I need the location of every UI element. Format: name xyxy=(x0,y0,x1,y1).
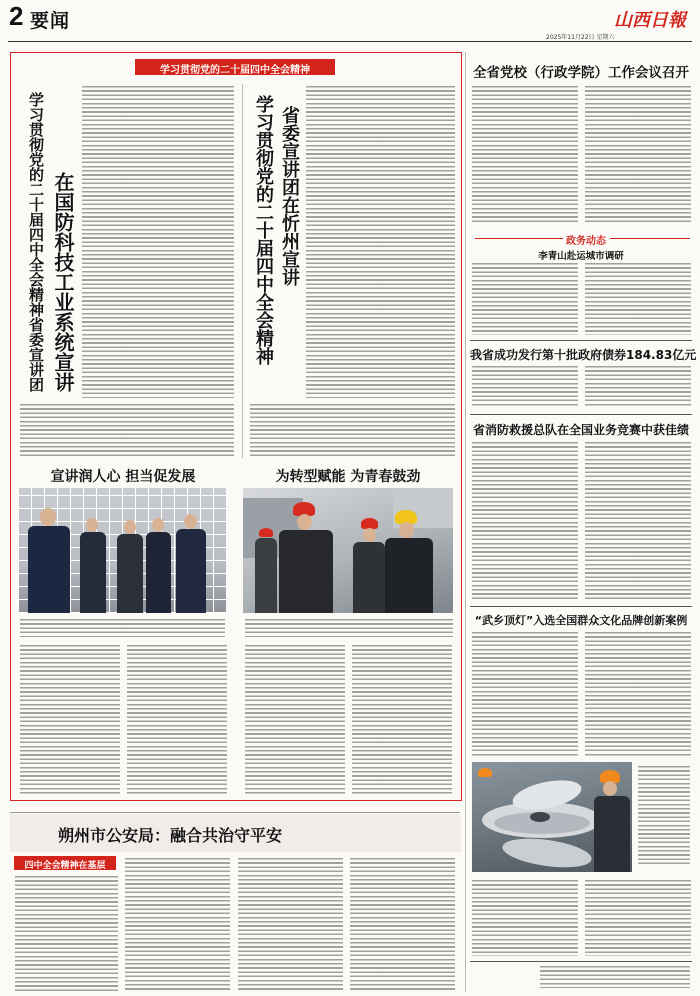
news2-body-col2 xyxy=(585,366,691,408)
article2-photo-caption xyxy=(245,619,453,637)
article1-body-text-lower xyxy=(20,404,234,458)
issue-date: 2025年11月22日 星期六 xyxy=(546,34,615,41)
gov-news-label: 政务动态 xyxy=(566,236,606,247)
right-rule-3 xyxy=(470,606,692,607)
news3-title: 省消防救援总队在全国业务竞赛中获佳绩 xyxy=(472,423,689,437)
bottom-body-col2 xyxy=(125,858,230,992)
news4-photo-caption xyxy=(638,766,690,866)
news4-title: “武乡顶灯”入选全国群众文化品牌创新案例 xyxy=(474,614,688,627)
article2-photo xyxy=(243,488,453,613)
article2-body-text-lower xyxy=(250,404,455,458)
article1-body-col2 xyxy=(127,645,227,795)
news3-body-col2 xyxy=(585,442,691,600)
bottom-section-label-text: 四中全会精神在基层 xyxy=(24,861,106,871)
article2-title-lead: 学习贯彻党的二十届四中全会精神 xyxy=(253,95,274,365)
gov-news-body-col2 xyxy=(585,263,691,335)
section-name: 要闻 xyxy=(30,10,71,32)
article1-body-col1 xyxy=(20,645,120,795)
bottom-body-col4 xyxy=(350,858,455,992)
editor-credits xyxy=(540,966,690,988)
article2-body-col1 xyxy=(245,645,345,795)
gov-news-body-col1 xyxy=(472,263,578,335)
article-divider xyxy=(242,84,243,458)
news1-body-col2 xyxy=(585,86,691,224)
right-rule-1 xyxy=(470,340,692,341)
article1-body-text xyxy=(82,86,234,398)
feature-banner-text: 学习贯彻党的二十届四中全会精神 xyxy=(160,65,310,76)
bottom-body-col3 xyxy=(238,858,343,992)
article1-photo xyxy=(18,488,226,613)
article2-subhead: 为转型赋能 为青春鼓劲 xyxy=(275,469,421,485)
news4-body-col1 xyxy=(472,632,578,756)
news4-photo xyxy=(472,762,632,872)
news3-body-col1 xyxy=(472,442,578,600)
article2-title-main: 省委宣讲团在忻州宣讲 xyxy=(279,106,300,286)
article1-title-main: 在国防科技工业系统宣讲 xyxy=(51,172,75,392)
news1-title: 全省党校（行政学院）工作会议召开 xyxy=(473,65,689,81)
bottom-section-title: 朔州市公安局：融合共治守平安 xyxy=(58,826,283,845)
article2-body-text xyxy=(306,86,455,398)
right-rule-2 xyxy=(470,414,692,415)
article1-subhead: 宣讲润人心 担当促发展 xyxy=(50,469,196,485)
header-rule xyxy=(8,41,692,42)
gov-news-item-title: 李青山赴运城市调研 xyxy=(538,251,624,262)
page-number: 2 xyxy=(9,1,24,31)
article2-body-col2 xyxy=(352,645,452,795)
gov-label-line-right xyxy=(610,238,690,239)
column-divider xyxy=(465,52,466,992)
bottom-body-col1 xyxy=(15,876,118,992)
news2-title: 我省成功发行第十批政府债券184.83亿元 xyxy=(470,348,697,362)
article1-title-lead: 学习贯彻党的二十届四中全会精神省委宣讲团 xyxy=(27,92,45,392)
news1-body-col1 xyxy=(472,86,578,224)
footer-rule xyxy=(470,961,692,962)
masthead-logo: 山西日報 xyxy=(614,10,686,31)
news4-body-col2 xyxy=(585,632,691,756)
news4-body-lower-col1 xyxy=(472,880,578,956)
news2-body-col1 xyxy=(472,366,578,408)
news4-body-lower-col2 xyxy=(585,880,691,956)
gov-label-line-left xyxy=(475,238,563,239)
article1-photo-caption xyxy=(20,619,225,637)
